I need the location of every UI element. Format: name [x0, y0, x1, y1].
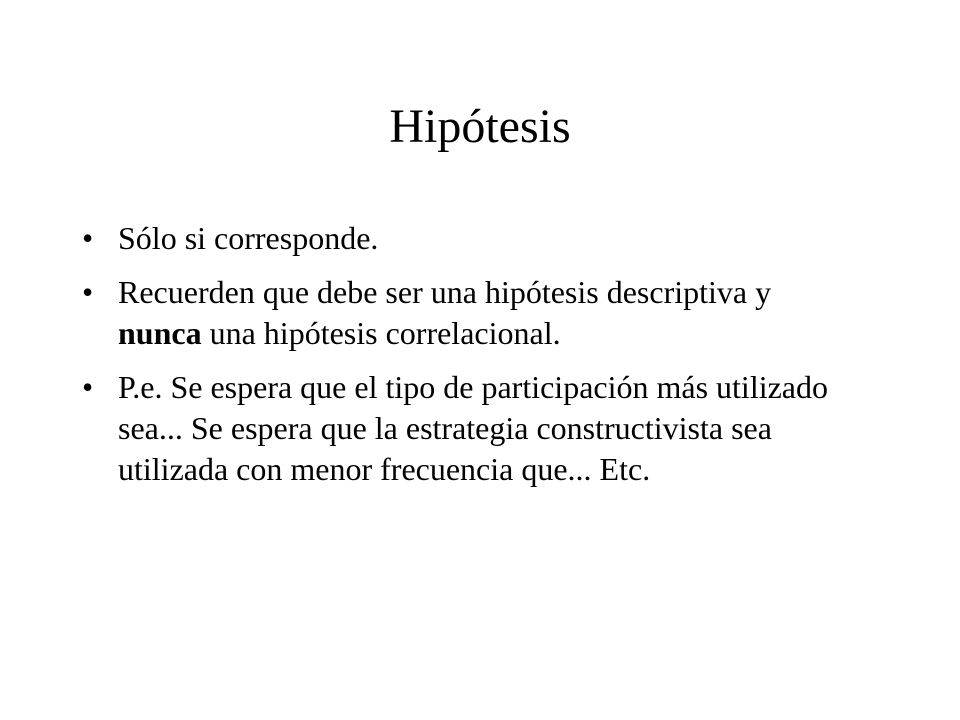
bullet-text: Sólo si corresponde.: [118, 220, 379, 256]
bullet-emphasis: nunca: [118, 315, 202, 351]
bullet-marker: •: [82, 274, 94, 310]
slide-title: Hipótesis: [389, 100, 571, 153]
bullet-text-before: Recuerden que debe ser una hipótesis descriptiva y: [118, 274, 772, 310]
bullet-marker: •: [82, 220, 94, 256]
bullet-item: [82, 367, 862, 490]
bullet-list: [82, 218, 862, 503]
bullet-item: [82, 218, 862, 259]
bullet-text: P.e. Se espera que el tipo de participación más utilizado sea... Se espera que la estrategia constructivista sea utilizada con menor frecuencia que... Etc.: [118, 369, 828, 487]
bullet-text-after: una hipótesis correlacional.: [201, 315, 561, 351]
bullet-marker: •: [82, 369, 94, 405]
bullet-item: [82, 272, 862, 354]
